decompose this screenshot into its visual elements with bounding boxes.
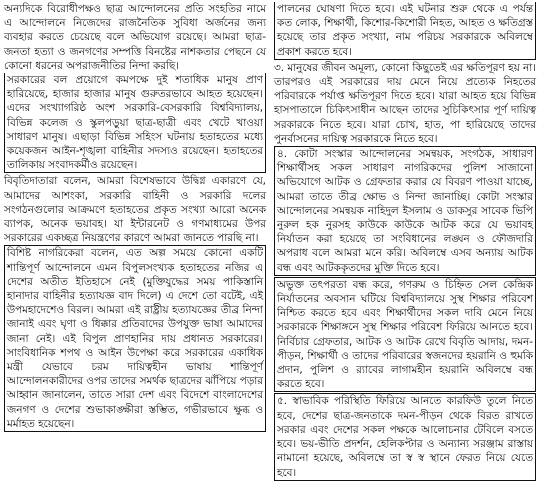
boxed-paragraph: বিশিষ্ট নাগরিকেরা বলেন, এত অল্প সময়ে কোনো একটি শান্তিপূর্ণ আন্দোলনে এমন বিপুলসংখ্যক হতাহতের নজির এ দেশের অতীত ইতিহাসে নেই (মুক্তিযুদ্ধের সময় পাকিস্তানি হানাদার বাহিনীর হত্যাযজ্ঞ বাদ দিলে) এ দেশে তো বটেই, এই উপমহাদেশেও বিরল। আমরা এই রাষ্ট্রীয় হত্যাযজ্ঞের তীব্র নিন্দা জানাই এবং ঘৃণা ও ধিক্কার প্রতিবাদের উপযুক্ত ভাষা আমাদের জানা নেই। এই বিপুল প্রাণহানির দায় প্রধানত সরকারের। সাংবিধানিক শপথ ও আইন উপেক্ষা করে সরকারের একাধিক মন্ত্রী যেভাবে চরম দায়িত্বহীন ভাষায় শান্তিপূর্ণ আন্দোলনকারীদের ওপর তাদের সমর্থক ছাত্রদের ঝাঁপিয়ে পড়ার আহ্বান জানালেন, তাতে সারা দেশ এবং বিদেশে বাংলাদেশের জনগণ ও দেশের শুভাকাঙ্ক্ষীরা স্তম্ভিত, গভীরভাবে ক্ষুব্ধ ও মর্মাহত হয়েছেন।	[4, 245, 266, 432]
boxed-paragraph: অভুক্ত তৎপরতা বন্ধ করে, গণরুম ও চিহ্নিত সেল কেন্দ্রিক নির্যাতনের অবসান ঘটিয়ে বিশ্ববিদ্যালয়ে সুস্থ শিক্ষার পরিবেশ নিশ্চিত করতে হবে এবং শিক্ষার্থীদের সকল দাবি মেনে নিয়ে সরকারকে শিক্ষাঙ্গনে সুস্থ শিক্ষার পরিবেশ ফিরিয়ে আনতে হবে। নির্বিচার গ্রেফতার, আটক ও আটক রেখে বিবৃতি আদায়, দমন-পীড়ন, শিক্ষার্থী ও তাদের পরিবারের স্বজনদের হয়রানি ও হুমকি প্রদান, পুলিশ ও র‍্যাবের লাগামহীন হয়রানি অবিলম্বে বন্ধ করতে হবে।	[274, 277, 536, 393]
paragraph: ৩. মানুষের জীবন অমূল্য, কোনো কিছুতেই এর ক্ষতিপূরণ হয় না। তারপরও এই সরকারের দায় মেনে নিয়ে প্রত্যেক নিহতের পরিবারকে পর্যাপ্ত ক্ষতিপূরণ দিতে হবে। যারা আহত হয়ে বিভিন্ন হাসপাতালে চিকিৎসাধীন আছেন তাদের সুচিকিৎসার পূর্ণ দায়িত্ব সরকারকে নিতে হবে। যারা চোখ, হাত, পা হারিয়েছে তাদের পুনর্বাসনের দায়িত্ব সরকারকে নিতে হবে।	[274, 61, 536, 145]
left-column	[4, 2, 266, 440]
boxed-paragraph: পালনের ঘোষণা দিতে হবে। এই ঘটনার শুরু থেকে এ পর্যন্ত কত লোক, শিক্ষার্থী, কিশোর-কিশোরী নিহত, আহত ও ক্ষতিগ্রস্ত হয়েছে তার প্রকৃত সংখ্যা, নাম পরিচয় সরকারকে অবিলম্বে প্রকাশ করতে হবে।	[274, 2, 536, 60]
boxed-paragraph: ৫. স্বাভাবিক পরিস্থিতি ফিরিয়ে আনতে কারফিউ তুলে নিতে হবে, দেশের ছাত্র-জনতাকে দমন-পীড়ন থেকে বিরত রাখতে সরকার এবং দেশের সকল পক্ষকে আলোচনার টেবিলে বসতে হবে। ভয়-ভীতি প্রদর্শন, হেলিকপ্টার ও অন্যান্য সরঞ্জাম রাস্তায় নামানো হয়েছে, অবিলম্বে তা স্ব স্ব স্থানে ফেরত নিয়ে যেতে হবে।	[274, 393, 536, 480]
right-column	[274, 2, 536, 479]
boxed-paragraph: ৪. কোটা সংস্কার আন্দোলনের সমন্বয়ক, সংগঠক, সাধারণ শিক্ষার্থীসহ সকল সাধারণ নাগরিকদের পুলিশ সাজানো অভিযোগে আটক ও গ্রেফতার করার যে বিবরণ পাওয়া যাচ্ছে, আমরা তাতে তীব্র ক্ষোভ ও নিন্দা জানাচ্ছি। কোটা সংস্কার আন্দোলনের সমন্বয়ক নাহিদুল ইসলাম ও ডাকসুর সাবেক ভিপি নুরুল হক নুরসহ কাউকে কাউকে আটক করে যে ভয়াবহ নির্যাতন করা হয়েছে তা সংবিধানের লঙ্ঘন ও ফৌজদারি অপরাধ বলে আমরা মনে করি। অবিলম্বে এসব অন্যায় আটক বন্ধ এবং আটককৃতদের মুক্তি দিতে হবে।	[274, 146, 536, 276]
paragraph: বিবৃতিদাতারা বলেন, আমরা বিশেষভাবে উদ্বিগ্ন একারণে যে, আমাদের আশংকা, সরকারি বাহিনী ও সরকারি দলের সংগঠনগুলোর আক্রমণে হতাহতের প্রকৃত সংখ্যা আরো অনেক ব্যাপক, অনেক ভয়াবহ। যা ইন্টারনেট ও গণমাধ্যমের উপর সরকারের একচ্ছত্র নিয়ন্ত্রণের কারণে আমরা জানতে পারছি না।	[4, 175, 266, 245]
paragraph: অন্যদিকে বিরোধীপক্ষও ছাত্র আন্দোলনের প্রতি সংহতির নামে এ আন্দোলনে নিজেদের রাজনৈতিক সুবিধা অর্জনের জন্য ব্যবহার করতে চেয়েছে বলে অভিযোগ রয়েছে। আমরা ছাত্র-জনতা হত্যা ও জনগণের সম্পত্তি বিনষ্টের নাশকতার পেছনে যে কোনো ধরনের অপরাজনীতির নিন্দা করছি।	[4, 3, 266, 72]
boxed-paragraph: সরকারের বল প্রয়োগে কমপক্ষে দুই শতাধিক মানুষ প্রাণ হারিয়েছে, হাজার হাজার মানুষ গুরুতরভাবে আহত হয়েছেন। এদের সংখ্যাগরিষ্ঠ অংশ সরকারি-বেসরকারি বিশ্ববিদ্যালয়, বিভিন্ন কলেজ ও স্কুলপড়ুয়া ছাত্র-ছাত্রী এবং খেটে খাওয়া সাধারণ মানুষ। এছাড়া বিভিন্ন সহিংস ঘটনায় হতাহতের মধ্যে কয়েকজন আইন-শৃঙ্খলা বাহিনীর সদস্যও রয়েছেন। হতাহতের তালিকায় সংবাদকর্মীও রয়েছেন।	[4, 73, 266, 173]
